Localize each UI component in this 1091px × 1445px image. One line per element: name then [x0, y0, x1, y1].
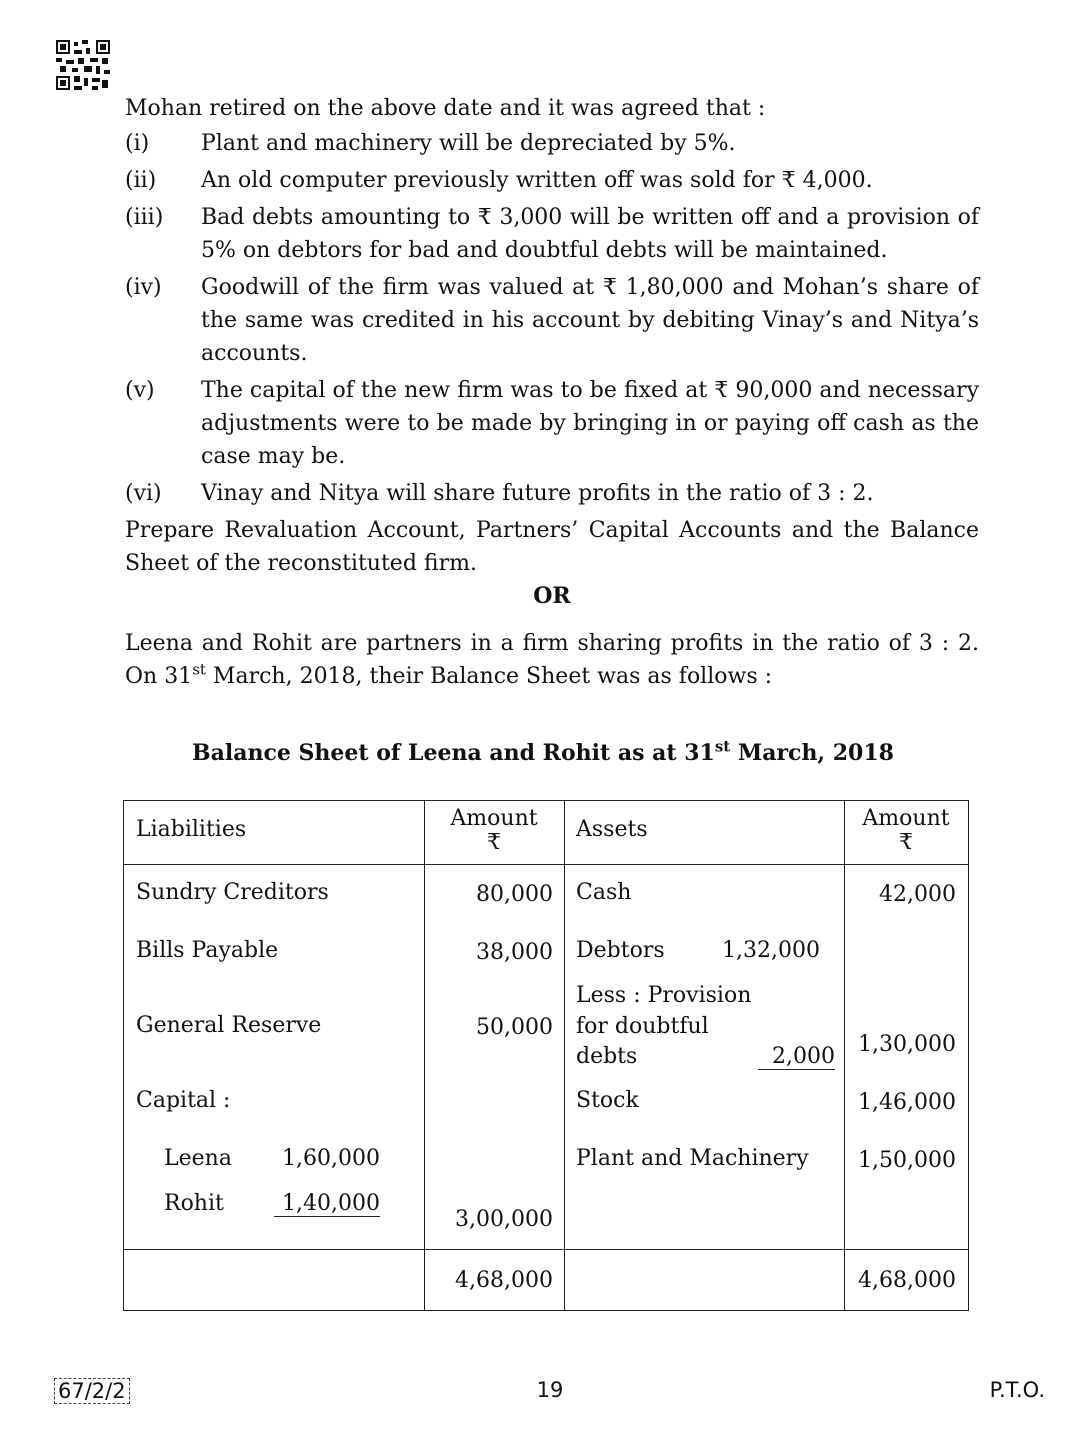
list-item: (v) The capital of the new firm was to be fixed at ₹ 90,000 and necessary adjustments were to be made by bringing in or paying off cash as the case may be.	[125, 378, 979, 469]
bills-payable-label: Bills Payable	[136, 938, 279, 963]
total-liabilities: 4,68,000	[455, 1268, 553, 1293]
header-amount: Amount ₹	[450, 806, 538, 855]
cash-amount: 42,000	[879, 882, 956, 907]
header-liabilities: Liabilities	[136, 817, 247, 842]
bills-payable-amount: 38,000	[476, 940, 553, 965]
qr-code-icon	[56, 40, 110, 90]
sundry-creditors-label: Sundry Creditors	[136, 880, 329, 905]
column-divider	[424, 801, 425, 1310]
instruction-text: Prepare Revaluation Account, Partners’ Capital Accounts and the Balance Sheet of the reconstituted firm.	[125, 518, 979, 576]
debtors-amount: 1,32,000	[722, 938, 820, 963]
provision-line-2: for doubtful	[576, 1014, 709, 1039]
retirement-intro: Mohan retired on the above date and it was agreed that :	[125, 96, 766, 121]
question-text	[125, 92, 979, 693]
leena-capital: 1,60,000	[282, 1146, 380, 1171]
rohit-capital: 1,40,000	[274, 1191, 380, 1217]
general-reserve-label: General Reserve	[136, 1013, 322, 1038]
balance-sheet-table	[123, 800, 969, 1311]
provision-line-3: debts	[576, 1044, 638, 1069]
plant-label: Plant and Machinery	[576, 1146, 809, 1171]
capital-label: Capital :	[136, 1088, 231, 1113]
rohit-label: Rohit	[164, 1191, 224, 1216]
header-amount: Amount ₹	[862, 806, 950, 855]
cash-label: Cash	[576, 880, 632, 905]
list-item: (vi) Vinay and Nitya will share future profits in the ratio of 3 : 2.	[125, 481, 874, 506]
list-item: (i) Plant and machinery will be depreciated by 5%.	[125, 131, 736, 156]
or-separator: OR	[533, 583, 571, 609]
page-number: 19	[536, 1378, 564, 1402]
capital-total: 3,00,000	[455, 1207, 553, 1232]
header-assets: Assets	[576, 817, 648, 842]
general-reserve-amount: 50,000	[476, 1015, 553, 1040]
stock-label: Stock	[576, 1088, 639, 1113]
list-item: (iii) Bad debts amounting to ₹ 3,000 will be written off and a provision of 5% on debtors for bad and doubtful debts will be maintained.	[125, 205, 979, 263]
provision-amount: 2,000	[758, 1044, 835, 1070]
list-item: (ii) An old computer previously written off was sold for ₹ 4,000.	[125, 168, 873, 193]
sundry-creditors-amount: 80,000	[476, 882, 553, 907]
total-divider	[124, 1249, 968, 1250]
column-divider	[564, 801, 565, 1310]
stock-amount: 1,46,000	[858, 1090, 956, 1115]
second-question-intro: Leena and Rohit are partners in a firm sharing profits in the ratio of 3 : 2. On 31st March, 2018, their Balance Sheet was as follows :	[125, 631, 979, 689]
balance-sheet-title: Balance Sheet of Leena and Rohit as at 31st March, 2018	[192, 737, 894, 766]
list-item: (iv) Goodwill of the firm was valued at ₹ 1,80,000 and Mohan’s share of the same was credited in his account by debiting Vinay’s and Nitya’s accounts.	[125, 275, 979, 366]
total-assets: 4,68,000	[858, 1268, 956, 1293]
debtors-label: Debtors	[576, 938, 665, 963]
paper-code: 67/2/2	[54, 1378, 130, 1404]
header-divider	[124, 864, 968, 865]
provision-line-1: Less : Provision	[576, 983, 752, 1008]
plant-amount: 1,50,000	[858, 1148, 956, 1173]
please-turn-over: P.T.O.	[989, 1378, 1045, 1402]
leena-label: Leena	[164, 1146, 232, 1171]
net-debtors-amount: 1,30,000	[858, 1032, 956, 1057]
